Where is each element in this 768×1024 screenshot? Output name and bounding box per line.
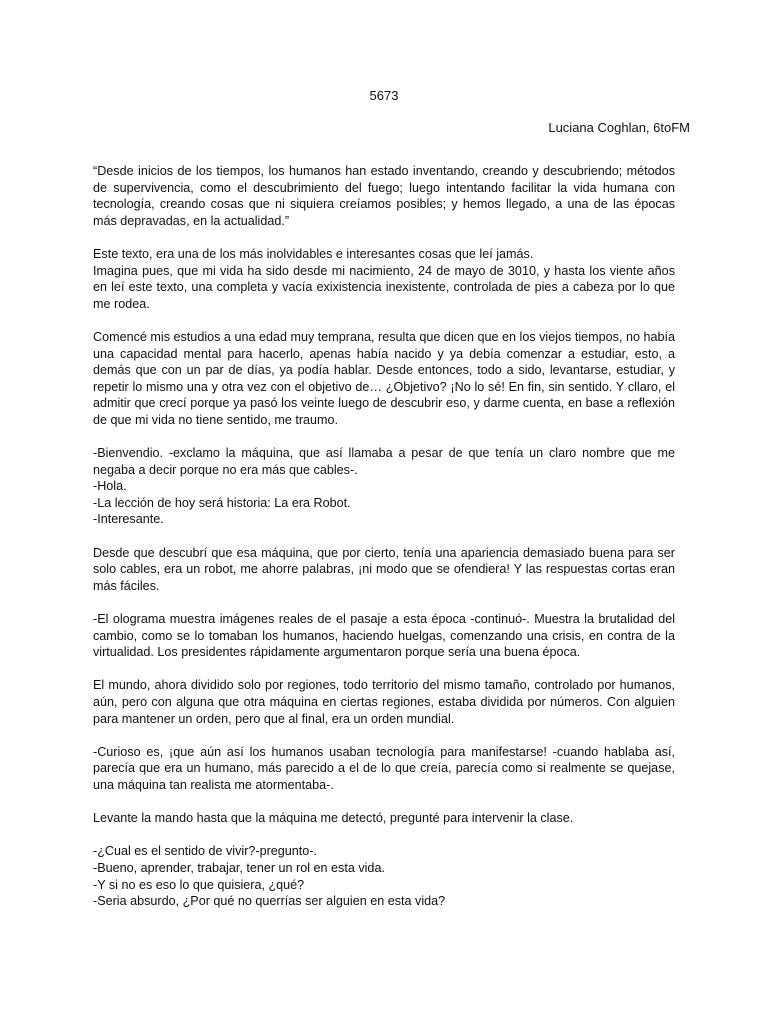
- dialogue-group-1: [93, 445, 675, 528]
- dialogue-line: -Seria absurdo, ¿Por qué no querrías ser alguien en esta vida?: [93, 894, 446, 909]
- paragraph-text-memorable: Este texto, era una de los más inolvidables e interesantes cosas que leí jamás.: [93, 246, 534, 261]
- paragraph-birth: Imagina pues, que mi vida ha sido desde mi nacimiento, 24 de mayo de 3010, y hasta los viente años en leí este texto, una completa y vacía exixistencia inexistente, controlada de pies a cabeza por lo que me rodea.: [93, 263, 675, 311]
- document-body: [93, 163, 675, 910]
- dialogue-line: -¿Cual es el sentido de vivir?-pregunto-.: [93, 844, 317, 859]
- paragraph-raise-hand: Levante la mando hasta que la máquina me detectó, pregunté para intervenir la clase.: [93, 811, 574, 826]
- paragraph-studies: Comencé mis estudios a una edad muy temprana, resulta que dicen que en los viejos tiempos, no había una capacidad mental para hacerlo, apenas había nacido y ya debía comenzar a estudiar, esto, a demás que con un par de días, ya podía hablar. Desde entonces, todo a sido, levantarse, estudiar, y repetir lo mismo una y otra vez con el objetivo de… ¿Objetivo? ¡No lo sé! En fin, sin sentido. Y cllaro, el admitir que crecí porque ya pasó los veinte luego de descubrir eso, y darme cuenta, en base a reflexión de que mi vida no tiene sentido, me traumo.: [93, 329, 675, 427]
- dialogue-line: -Hola.: [93, 479, 127, 494]
- dialogue-line: -Bueno, aprender, trabajar, tener un rol en esta vida.: [93, 860, 385, 875]
- paragraph-intro-quote: “Desde inicios de los tiempos, los humanos han estado inventando, creando y descubriendo; métodos de supervivencia, como el descubrimiento del fuego; luego intentando facilitar la vida humana con tecnología, creando cosas que ni siquiera creíamos posibles; y hemos llegado, a una de las épocas más depravadas, en la actualidad.”: [93, 164, 675, 228]
- paragraph-group-reflection: [93, 246, 675, 312]
- dialogue-line: -Y si no es eso lo que quisiera, ¿qué?: [93, 877, 305, 892]
- paragraph-robot-discovery: Desde que descubrí que esa máquina, que por cierto, tenía una apariencia demasiado buena para ser solo cables, era un robot, me ahorre palabras, ¡ni modo que se ofendiera! Y las respuestas cortas eran más fáciles.: [93, 545, 675, 593]
- author-line: Luciana Coghlan, 6toFM: [548, 120, 690, 135]
- paragraph-world-regions: El mundo, ahora dividido solo por regiones, todo territorio del mismo tamaño, controlado por humanos, aún, pero con alguna que otra máquina en ciertas regiones, estaba dividida por números. Con alguien para mantener un orden, pero que al final, era un orden mundial.: [93, 678, 675, 726]
- dialogue-line: -Interesante.: [93, 512, 164, 527]
- paragraph-hologram: -El olograma muestra imágenes reales de el pasaje a esta época -continuó-. Muestra la brutalidad del cambio, como se lo tomaban los humanos, haciendo huelgas, comenzando una crisis, en contra de la virtualidad. Los presidentes rápidamente argumentaron porque sería una buena época.: [93, 612, 675, 660]
- dialogue-line: -Bienvendio. -exclamo la máquina, que así llamaba a pesar de que tenía un claro nombre que me negaba a decir porque no era más que cables-.: [93, 446, 675, 477]
- document-number: 5673: [369, 88, 399, 103]
- dialogue-line: -La lección de hoy será historia: La era Robot.: [93, 495, 351, 510]
- paragraph-curious: -Curioso es, ¡que aún así los humanos usaban tecnología para manifestarse! -cuando hablaba así, parecía que era un humano, más parecido a el de lo que creía, parecía como si realmente se quejase, una máquina tan realista me atormentaba-.: [93, 744, 675, 792]
- dialogue-group-2: [93, 843, 675, 909]
